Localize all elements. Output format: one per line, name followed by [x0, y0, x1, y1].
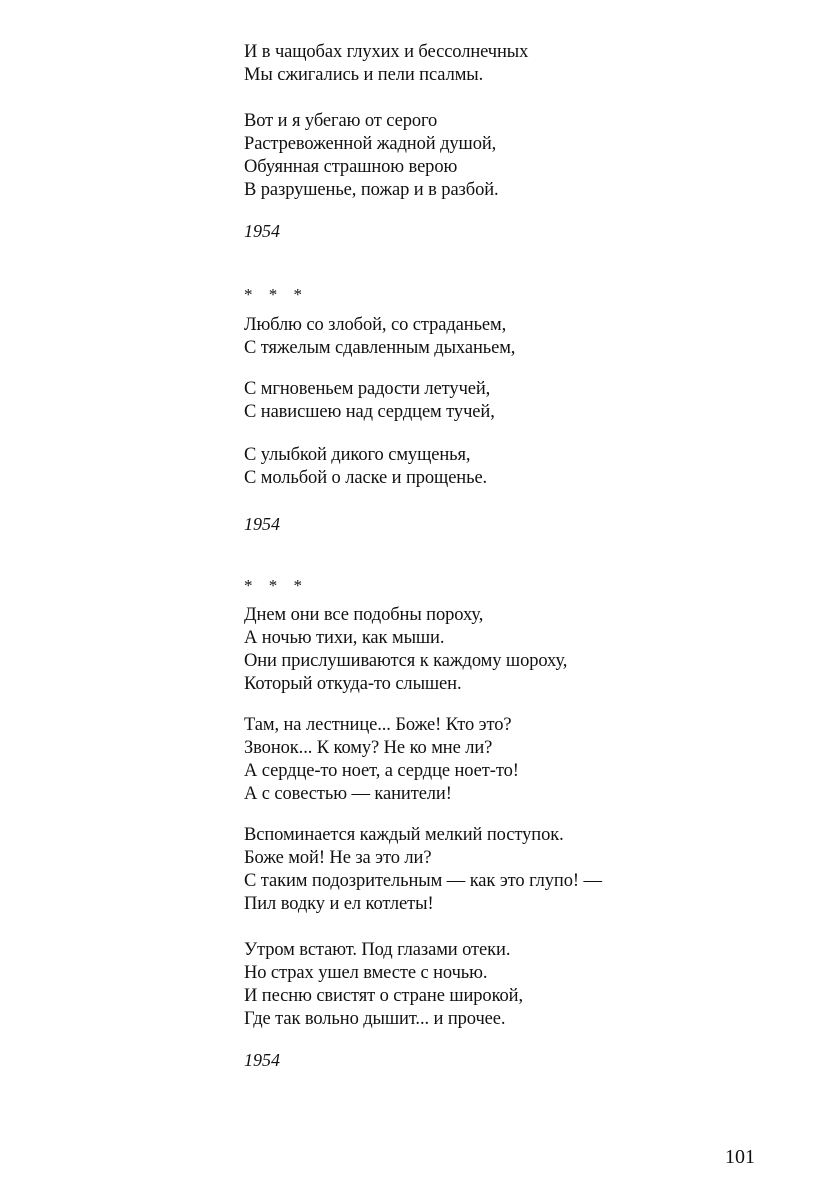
poem-line: Вот и я убегаю от серого [244, 111, 438, 131]
poem-line: Они прислушиваются к каждому шороху, [244, 651, 568, 671]
poem-line: Утром встают. Под глазами отеки. [244, 940, 511, 960]
poem-line: Обуянная страшною верою [244, 157, 458, 177]
poem-line: А сердце-то ноет, а сердце ноет-то! [244, 761, 519, 781]
poem-line: Но страх ушел вместе с ночью. [244, 963, 488, 983]
poem-line: С улыбкой дикого смущенья, [244, 445, 471, 465]
poem-line: С мольбой о ласке и прощенье. [244, 468, 488, 488]
poem-line: Растревоженной жадной душой, [244, 134, 497, 154]
poem-line: Вспоминается каждый мелкий поступок. [244, 825, 564, 845]
poem-line: А ночью тихи, как мыши. [244, 628, 445, 648]
poem-line: Люблю со злобой, со страданьем, [244, 315, 507, 335]
poem-separator: * * * [244, 576, 308, 595]
poem-line: С нависшею над сердцем тучей, [244, 402, 495, 422]
poem-line: Который откуда-то слышен. [244, 674, 462, 694]
page-number: 101 [725, 1146, 755, 1168]
poem-line: Боже мой! Не за это ли? [244, 848, 432, 868]
poem-date: 1954 [244, 514, 280, 534]
poem-line: Днем они все подобны пороху, [244, 605, 484, 625]
poem-line: И в чащобах глухих и бессолнечных [244, 42, 529, 62]
poem-line: С мгновеньем радости летучей, [244, 379, 491, 399]
poem-line: В разрушенье, пожар и в разбой. [244, 180, 499, 200]
poem-separator: * * * [244, 285, 308, 304]
poem-date: 1954 [244, 1050, 280, 1070]
poem-line: С таким подозрительным — как это глупо! — [244, 871, 602, 891]
poem-line: С тяжелым сдавленным дыханьем, [244, 338, 516, 358]
poem-line: И песню свистят о стране широкой, [244, 986, 523, 1006]
poem-line: Пил водку и ел котлеты! [244, 894, 434, 914]
poem-line: Мы сжигались и пели псалмы. [244, 65, 484, 85]
poem-line: А с совестью — канители! [244, 784, 452, 804]
poem-line: Там, на лестнице... Боже! Кто это? [244, 715, 512, 735]
poem-line: Звонок... К кому? Не ко мне ли? [244, 738, 493, 758]
poem-line: Где так вольно дышит... и прочее. [244, 1009, 506, 1029]
poem-date: 1954 [244, 221, 280, 241]
